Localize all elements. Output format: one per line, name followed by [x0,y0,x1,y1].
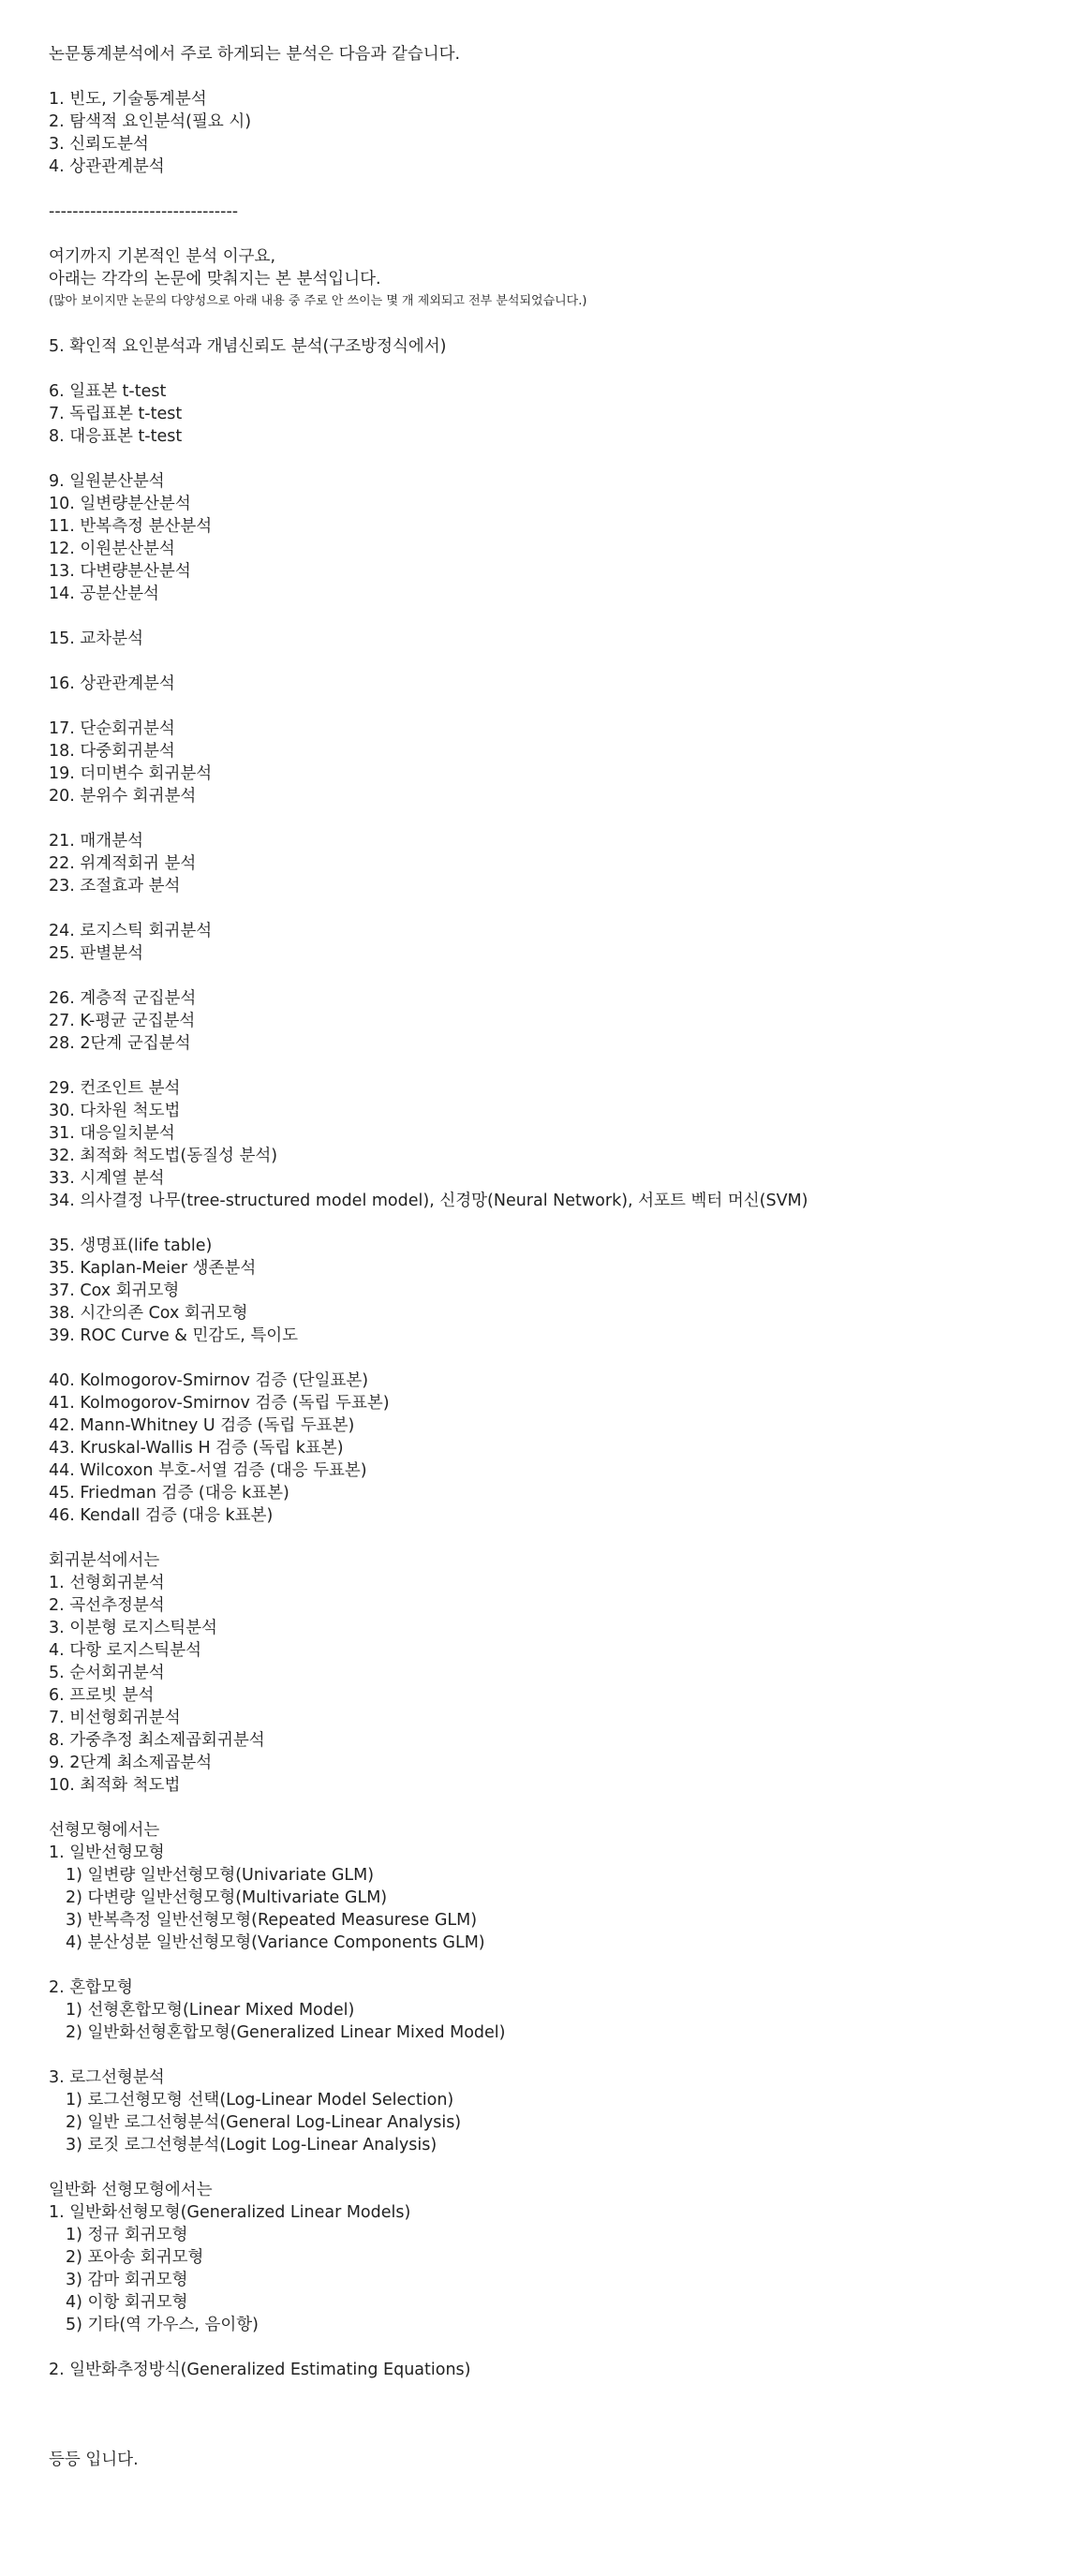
analysis-item: 40. Kolmogorov-Smirnov 검증 (단일표본) [49,1371,369,1390]
analysis-item: 15. 교차분석 [49,629,144,648]
note-small-text: (많아 보이지만 논문의 다양성으로 아래 내용 중 주로 안 쓰이는 몇 개 제외되고 전부 분석되었습니다.) [49,294,587,308]
analysis-item: 5. 확인적 요인분석과 개념신뢰도 분석(구조방정식에서) [49,337,447,356]
analysis-item: 41. Kolmogorov-Smirnov 검증 (독립 두표본) [49,1394,390,1413]
document-body [49,43,1042,2471]
analysis-item: 35. 생명표(life table) [49,1236,213,1255]
analysis-item: 38. 시간의존 Cox 회귀모형 [49,1304,248,1323]
intro-text: 논문통계분석에서 주로 하게되는 분석은 다음과 같습니다. [49,45,461,64]
analysis-item: 13. 다변량분산분석 [49,562,191,581]
analysis-item: 39. ROC Curve & 민감도, 특이도 [49,1326,299,1345]
model-sub-item: 2) 다변량 일반선형모형(Multivariate GLM) [66,1888,388,1907]
linear-model-heading: 선형모형에서는 [49,1821,160,1840]
note-line: 아래는 각각의 논문에 맞춰지는 본 분석입니다. [49,270,381,289]
regression-item: 2. 곡선추정분석 [49,1596,165,1615]
divider-line: -------------------------------- [49,202,239,221]
analysis-item: 34. 의사결정 나무(tree-structured model model), 신경망(Neural Network), 서포트 벡터 머신(SVM) [49,1192,808,1210]
model-sub-item: 3) 반복측정 일반선형모형(Repeated Measurese GLM) [66,1911,478,1930]
note-line: 여기까지 기본적인 분석 이구요, [49,247,276,266]
analysis-item: 30. 다차원 척도법 [49,1102,181,1120]
analysis-item: 29. 컨조인트 분석 [49,1079,181,1098]
generalized-model-sections [49,2201,1042,2404]
analysis-item: 33. 시계열 분석 [49,1169,165,1188]
analysis-item: 26. 계층적 군집분석 [49,989,197,1008]
basic-list-item: 2. 탐색적 요인분석(필요 시) [49,112,252,131]
analysis-item: 43. Kruskal-Wallis H 검증 (독립 k표본) [49,1439,344,1458]
analysis-item: 28. 2단계 군집분석 [49,1034,191,1053]
analysis-item: 45. Friedman 검증 (대응 k표본) [49,1484,289,1503]
analysis-item: 23. 조절효과 분석 [49,877,181,896]
analysis-item: 7. 독립표본 t-test [49,405,183,423]
analysis-item: 8. 대응표본 t-test [49,427,183,446]
model-sub-item: 1) 로그선형모형 선택(Log-Linear Model Selection) [66,2091,454,2110]
model-section-title: 2. 일반화추정방식(Generalized Estimating Equations) [49,2361,471,2379]
regression-item: 4. 다항 로지스틱분석 [49,1641,202,1660]
analysis-item: 25. 판별분석 [49,944,144,963]
regression-item: 9. 2단계 최소제곱분석 [49,1754,213,1772]
analysis-item: 14. 공분산분석 [49,585,159,603]
analysis-item: 6. 일표본 t-test [49,382,167,401]
regression-item: 10. 최적화 척도법 [49,1776,181,1795]
model-sub-item: 4) 이항 회귀모형 [66,2293,188,2312]
analysis-item: 19. 더미변수 회귀분석 [49,764,213,783]
analysis-item: 22. 위계적회귀 분석 [49,854,197,873]
analysis-item: 37. Cox 회귀모형 [49,1281,180,1300]
regression-item: 7. 비선형회귀분석 [49,1709,181,1727]
analysis-item: 17. 단순회귀분석 [49,719,175,738]
analysis-item: 31. 대응일치분석 [49,1124,175,1143]
analysis-item: 12. 이원분산분석 [49,540,175,558]
analysis-item: 24. 로지스틱 회귀분석 [49,922,213,940]
regression-list [49,1572,1042,1797]
basic-list-item: 3. 신뢰도분석 [49,135,149,154]
model-sub-item: 4) 분산성분 일반선형모형(Variance Components GLM) [66,1933,485,1952]
analysis-item: 32. 최적화 척도법(동질성 분석) [49,1147,278,1165]
model-section-title: 1. 일반화선형모형(Generalized Linear Models) [49,2203,411,2222]
model-sub-item: 5) 기타(역 가우스, 음이항) [66,2316,260,2334]
generalized-model-heading: 일반화 선형모형에서는 [49,2181,213,2199]
model-section-title: 2. 혼합모형 [49,1978,133,1997]
analysis-item: 9. 일원분산분석 [49,472,165,491]
linear-model-sections [49,1842,1042,2179]
model-sub-item: 2) 일반 로그선형분석(General Log-Linear Analysis) [66,2113,462,2132]
analysis-item: 18. 다중회귀분석 [49,742,175,761]
analysis-item: 44. Wilcoxon 부호-서열 검증 (대응 두표본) [49,1461,367,1480]
analysis-item: 42. Mann-Whitney U 검증 (독립 두표본) [49,1416,355,1435]
analysis-item: 11. 반복측정 분산분석 [49,517,213,536]
analysis-item: 21. 매개분석 [49,832,144,851]
basic-list-item: 4. 상관관계분석 [49,157,165,176]
regression-item: 6. 프로빗 분석 [49,1686,155,1705]
regression-item: 5. 순서회귀분석 [49,1664,165,1682]
model-sub-item: 3) 로짓 로그선형분석(Logit Log-Linear Analysis) [66,2136,438,2154]
model-section-title: 3. 로그선형분석 [49,2068,165,2087]
closing-text: 등등 입니다. [49,2450,139,2469]
model-sub-item: 3) 감마 회귀모형 [66,2271,188,2289]
regression-heading: 회귀분석에서는 [49,1551,160,1570]
model-section-title: 1. 일반선형모형 [49,1843,165,1862]
model-sub-item: 1) 정규 회귀모형 [66,2226,188,2244]
model-sub-item: 1) 선형혼합모형(Linear Mixed Model) [66,2001,355,2020]
model-sub-item: 2) 포아송 회귀모형 [66,2248,204,2267]
model-sub-item: 1) 일변량 일반선형모형(Univariate GLM) [66,1866,375,1885]
analysis-item: 46. Kendall 검증 (대응 k표본) [49,1506,274,1525]
analysis-groups [49,335,1042,1549]
regression-item: 3. 이분형 로지스틱분석 [49,1619,217,1637]
model-sub-item: 2) 일반화선형혼합모형(Generalized Linear Mixed Model) [66,2023,506,2042]
analysis-item: 35. Kaplan-Meier 생존분석 [49,1259,257,1278]
regression-item: 1. 선형회귀분석 [49,1574,165,1592]
analysis-item: 27. K-평균 군집분석 [49,1012,196,1030]
basic-list-item: 1. 빈도, 기술통계분석 [49,90,207,109]
analysis-item: 20. 분위수 회귀분석 [49,787,197,806]
regression-item: 8. 가중추정 최소제곱회귀분석 [49,1731,265,1750]
analysis-item: 10. 일변량분산분석 [49,495,191,513]
analysis-item: 16. 상관관계분석 [49,674,175,693]
